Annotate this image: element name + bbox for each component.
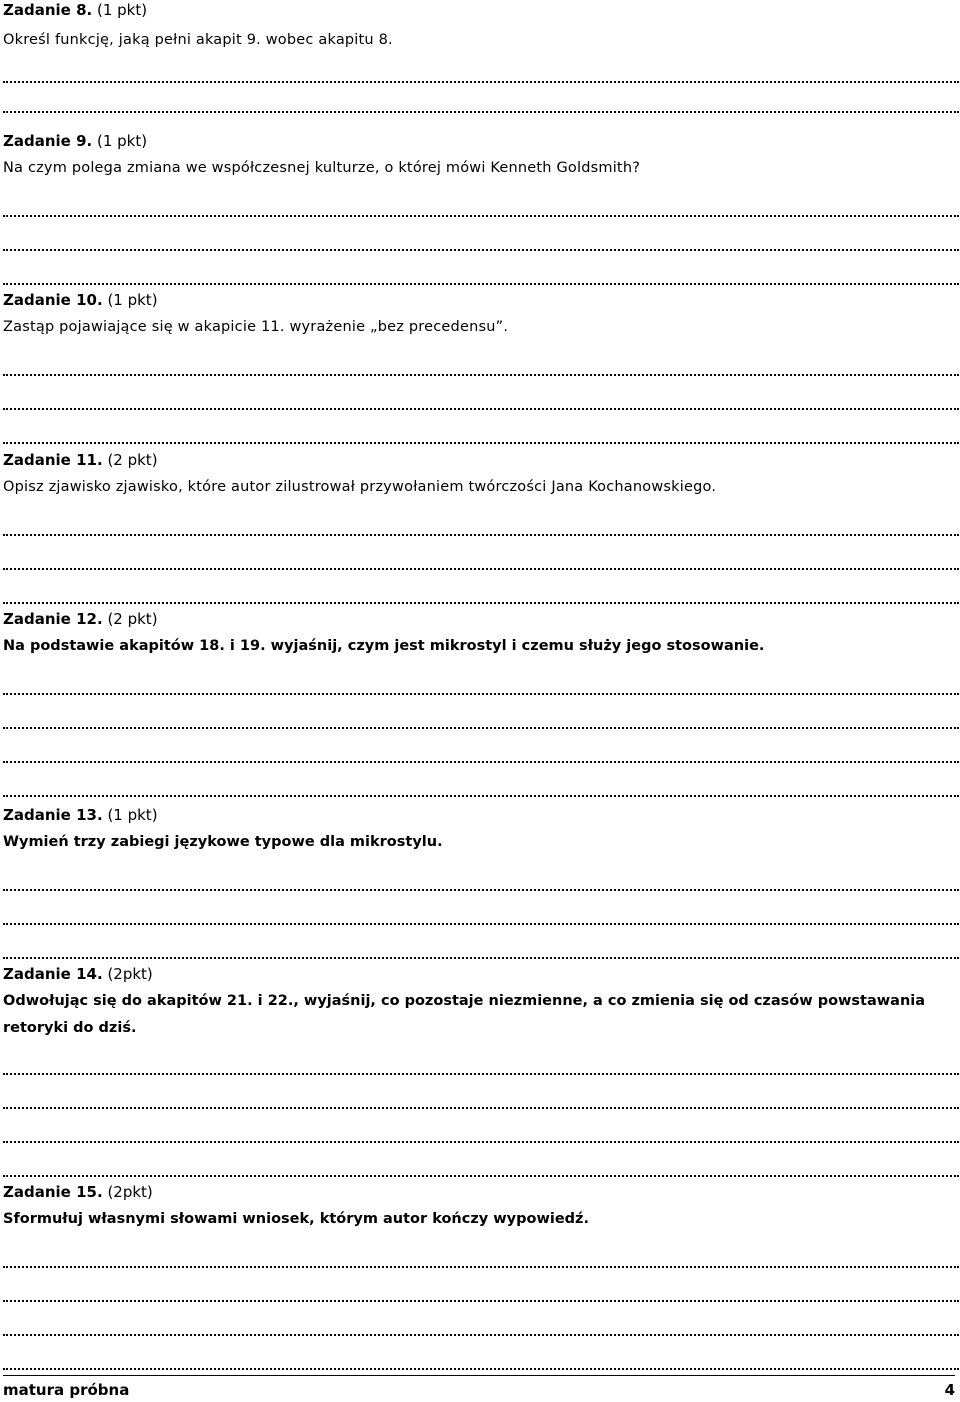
task-title: Zadanie 9. — [3, 132, 93, 150]
answer-line[interactable] — [3, 536, 959, 570]
answer-line[interactable] — [3, 181, 959, 217]
task-header — [3, 131, 958, 151]
task-8 — [3, 0, 958, 113]
answer-line[interactable] — [3, 251, 959, 285]
task-question: Na podstawie akapitów 18. i 19. wyjaśnij, czym jest mikrostyl i czemu służy jego stosowanie. — [3, 638, 765, 654]
task-question: Odwołując się do akapitów 21. i 22., wyjaśnij, co pozostaje niezmienne, a co zmienia się od czasów powstawania retoryki do dziś. — [3, 993, 926, 1036]
answer-line[interactable] — [3, 83, 959, 113]
task-9 — [3, 131, 958, 285]
answer-line[interactable] — [3, 500, 959, 536]
task-points: (2 pkt) — [107, 451, 158, 469]
task-points: (2 pkt) — [107, 610, 158, 628]
answer-line[interactable] — [3, 855, 959, 891]
task-points: (2pkt) — [107, 1183, 153, 1201]
answer-line[interactable] — [3, 376, 959, 410]
task-points: (1 pkt) — [97, 1, 148, 19]
answer-line[interactable] — [3, 217, 959, 251]
task-question: Na czym polega zmiana we współczesnej kulturze, o której mówi Kenneth Goldsmith? — [3, 160, 641, 176]
task-points: (1 pkt) — [97, 132, 148, 150]
task-title: Zadanie 15. — [3, 1183, 103, 1201]
answer-line[interactable] — [3, 1232, 959, 1268]
task-title: Zadanie 12. — [3, 610, 103, 628]
task-header — [3, 805, 958, 825]
task-points: (2pkt) — [107, 965, 153, 983]
answer-line[interactable] — [3, 925, 959, 959]
task-header — [3, 450, 958, 470]
answer-line[interactable] — [3, 1109, 959, 1143]
answer-line[interactable] — [3, 1143, 959, 1177]
task-header — [3, 1182, 958, 1202]
task-13 — [3, 805, 958, 959]
task-question: Opisz zjawisko zjawisko, które autor zilustrował przywołaniem twórczości Jana Kochanowskiego. — [3, 479, 717, 495]
task-12 — [3, 609, 958, 797]
task-question: Określ funkcję, jaką pełni akapit 9. wobec akapitu 8. — [3, 32, 393, 48]
page-number: 4 — [944, 1381, 955, 1399]
task-header — [3, 609, 958, 629]
answer-line[interactable] — [3, 1336, 959, 1370]
task-title: Zadanie 10. — [3, 291, 103, 309]
answer-line[interactable] — [3, 763, 959, 797]
answer-line[interactable] — [3, 1075, 959, 1109]
task-header — [3, 290, 958, 310]
task-points: (1 pkt) — [107, 291, 158, 309]
footer-label: matura próbna — [3, 1381, 130, 1399]
answer-line[interactable] — [3, 1302, 959, 1336]
task-10 — [3, 290, 958, 444]
answer-line[interactable] — [3, 1042, 959, 1075]
task-14 — [3, 964, 958, 1177]
page-footer — [3, 1375, 955, 1400]
task-question: Sformułuj własnymi słowami wniosek, którym autor kończy wypowiedź. — [3, 1211, 589, 1227]
answer-line[interactable] — [3, 659, 959, 695]
task-15 — [3, 1182, 958, 1370]
task-question: Zastąp pojawiające się w akapicie 11. wyrażenie „bez precedensu”. — [3, 319, 509, 335]
task-title: Zadanie 13. — [3, 806, 103, 824]
task-11 — [3, 450, 958, 604]
task-question: Wymień trzy zabiegi językowe typowe dla mikrostylu. — [3, 834, 443, 850]
task-title: Zadanie 8. — [3, 1, 93, 19]
answer-line[interactable] — [3, 695, 959, 729]
answer-line[interactable] — [3, 729, 959, 763]
task-points: (1 pkt) — [107, 806, 158, 824]
task-title: Zadanie 11. — [3, 451, 103, 469]
answer-line[interactable] — [3, 1268, 959, 1302]
answer-line[interactable] — [3, 53, 959, 83]
answer-line[interactable] — [3, 570, 959, 604]
task-header — [3, 0, 958, 20]
answer-line[interactable] — [3, 891, 959, 925]
answer-line[interactable] — [3, 410, 959, 444]
task-title: Zadanie 14. — [3, 965, 103, 983]
task-header — [3, 964, 958, 984]
answer-line[interactable] — [3, 340, 959, 376]
